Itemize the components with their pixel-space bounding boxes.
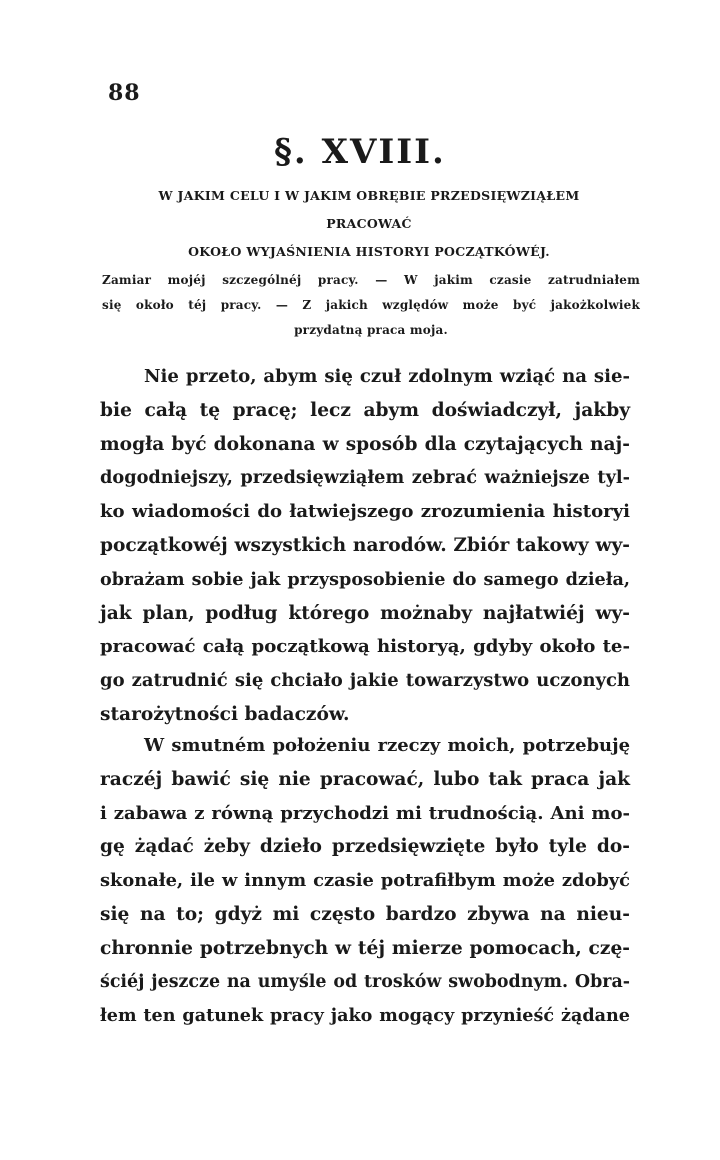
page-number: 88 bbox=[108, 80, 141, 106]
text-line: chronnie potrzebnych w téj mierze pomocach, czę- bbox=[100, 937, 630, 959]
chapter-heading-line: OKOŁO WYJAŚNIENIA HISTORYI POCZĄTKÓWÉJ. bbox=[188, 244, 550, 259]
text-line: i zabawa z równą przychodzi mi trudnością. Ani mo- bbox=[100, 802, 630, 824]
text-line: skonałe, ile w innym czasie potrafiłbym może zdobyć bbox=[100, 870, 630, 892]
text-line: łem ten gatunek pracy jako mogący przynieść żądane bbox=[100, 1005, 630, 1027]
chapter-summary bbox=[102, 268, 640, 343]
section-title: §. XVIII. bbox=[274, 132, 446, 172]
text-line: dogodniejszy, przedsięwziąłem zebrać ważniejsze tyl- bbox=[100, 467, 630, 489]
text-line: ściéj jeszcze na umyśle od trosków swobodnym. Obra- bbox=[100, 971, 630, 992]
text-line: raczéj bawić się nie pracować, lubo tak praca jak bbox=[100, 768, 630, 790]
text-line: się na to; gdyż mi często bardzo zbywa na nieu- bbox=[100, 903, 630, 925]
summary-line: Zamiar mojéj szczególnéj pracy. — W jakim czasie zatrudniałem bbox=[102, 273, 640, 287]
text-line: go zatrudnić się chciało jakie towarzystwo uczonych bbox=[100, 670, 630, 692]
text-line: bie całą tę pracę; lecz abym doświadczył, jakby bbox=[100, 399, 630, 421]
text-line: starożytności badaczów. bbox=[100, 703, 350, 725]
chapter-heading-line: PRACOWAĆ bbox=[326, 216, 412, 231]
paragraph-2 bbox=[100, 729, 630, 1033]
text-line: gę żądać żeby dzieło przedsięwzięte było tyle do- bbox=[100, 836, 630, 858]
text-line: pracować całą początkową historyą, gdyby około te- bbox=[100, 636, 630, 658]
text-line: jak plan, podług którego możnaby najłatwiéj wy- bbox=[100, 602, 630, 624]
chapter-heading-line: W JAKIM CELU I W JAKIM OBRĘBIE PRZEDSIĘWZIĄŁEM bbox=[158, 188, 580, 203]
summary-line: przydatną praca moja. bbox=[294, 323, 448, 337]
text-line: Nie przeto, abym się czuł zdolnym wziąć na sie- bbox=[144, 366, 630, 387]
text-line: ko wiadomości do łatwiejszego zrozumienia historyi bbox=[100, 501, 630, 523]
text-line: początkowéj wszystkich narodów. Zbiór takowy wy- bbox=[100, 534, 630, 556]
text-line: W smutném położeniu rzeczy moich, potrzebuję bbox=[144, 735, 630, 756]
summary-line: się około téj pracy. — Z jakich względów może być jakożkolwiek bbox=[102, 298, 640, 312]
text-line: mogła być dokonana w sposób dla czytających naj- bbox=[100, 433, 630, 455]
text-line: obrażam sobie jak przysposobienie do samego dzieła, bbox=[100, 568, 630, 590]
paragraph-1 bbox=[100, 360, 630, 732]
chapter-heading bbox=[98, 182, 640, 266]
